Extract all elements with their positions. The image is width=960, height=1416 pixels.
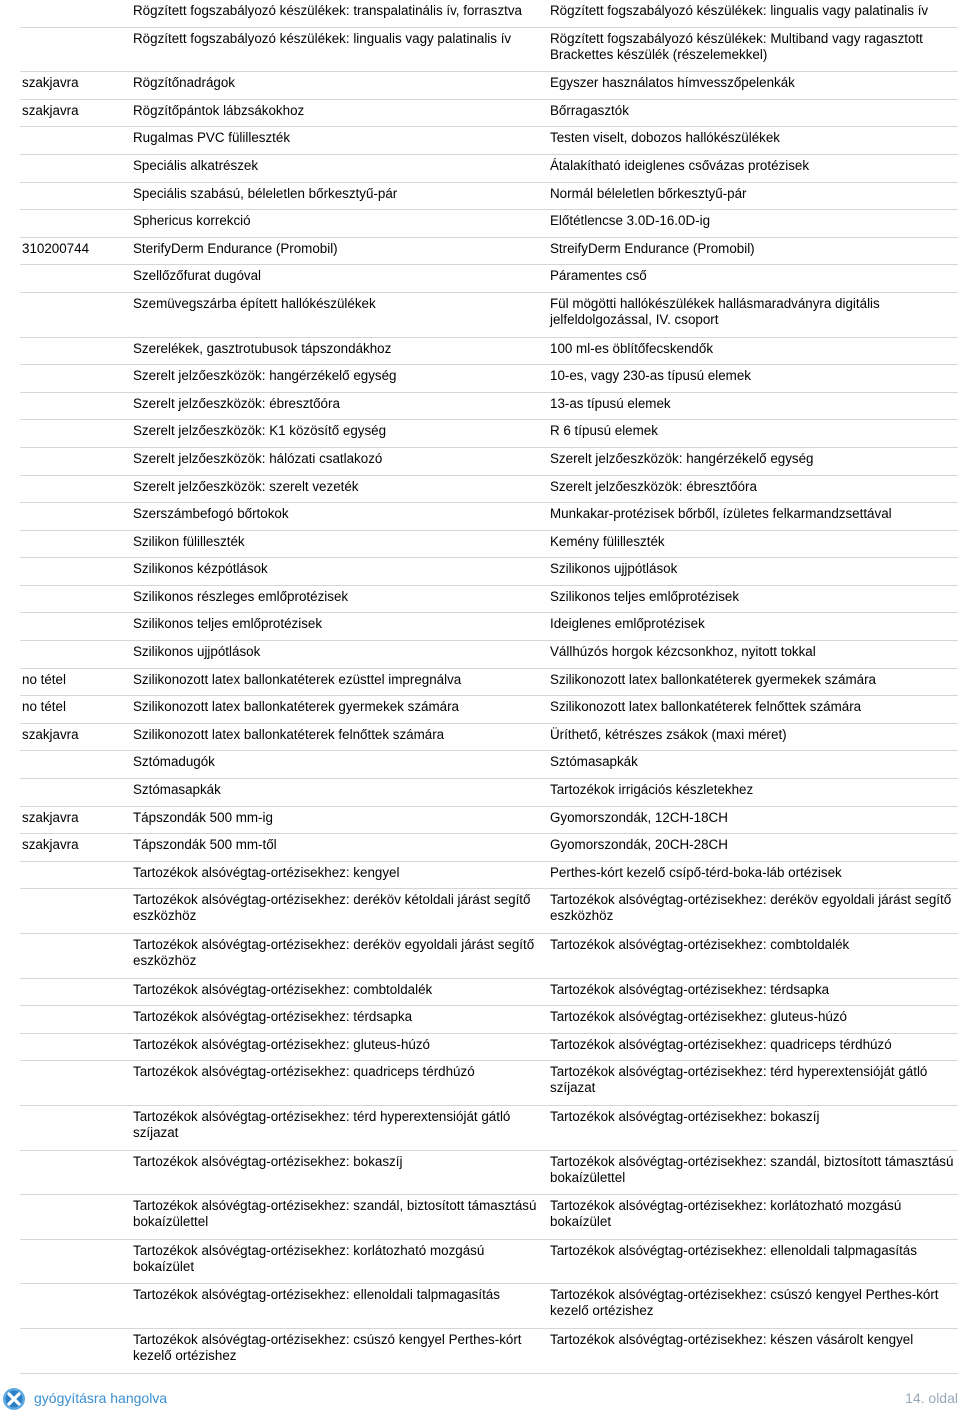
row-item: Szilikonozott latex ballonkatéterek felnőttek számára	[133, 726, 445, 742]
row-item: Tartozékok alsóvégtag-ortézisekhez: térdsapka	[133, 1009, 413, 1025]
table-row	[20, 448, 958, 476]
row-item: Sztómasapkák	[133, 782, 221, 798]
table-row	[20, 293, 958, 338]
table-row	[20, 1061, 958, 1106]
footer-brand: gyógyításra hangolva	[34, 1390, 168, 1406]
table-row	[20, 1195, 958, 1240]
table-row	[20, 531, 958, 559]
row-related: StreifyDerm Endurance (Promobil)	[550, 240, 755, 256]
row-related: Szilikonos teljes emlőprotézisek	[550, 588, 740, 604]
row-related: Tartozékok alsóvégtag-ortézisekhez: korlátozható mozgású bokaízület	[550, 1198, 902, 1230]
row-related: Vállhúzós horgok kézcsonkhoz, nyitott tokkal	[550, 644, 816, 660]
row-item: Szilikonos részleges emlőprotézisek	[133, 588, 349, 604]
table-row	[20, 238, 958, 266]
row-related: Gyomorszondák, 20CH-28CH	[550, 837, 728, 853]
row-item: SterifyDerm Endurance (Promobil)	[133, 240, 338, 256]
row-related: Rögzített fogszabályozó készülékek: lingualis vagy palatinalis ív	[550, 3, 929, 18]
row-item: Tartozékok alsóvégtag-ortézisekhez: térd hyperextensióját gátló szíjazat	[133, 1108, 511, 1140]
row-related: 13-as típusú elemek	[550, 395, 671, 411]
row-related: Munkakar-protézisek bőrből, ízületes felkarmandzsettával	[550, 506, 892, 522]
table-row	[20, 979, 958, 1007]
row-related: Üríthető, kétrészes zsákok (maxi méret)	[550, 726, 787, 742]
row-item: Tartozékok alsóvégtag-ortézisekhez: quadriceps térdhúzó	[133, 1064, 475, 1080]
row-item: Szerszámbefogó bőrtokok	[133, 506, 289, 522]
row-related: Perthes-kórt kezelő csípő-térd-boka-láb ortézisek	[550, 864, 842, 880]
row-related: Tartozékok alsóvégtag-ortézisekhez: ellenoldali talpmagasítás	[550, 1242, 917, 1258]
row-item: Rögzített fogszabályozó készülékek: transpalatinális ív, forrasztva	[133, 3, 523, 18]
row-code: szakjavra	[22, 837, 79, 853]
table-row	[20, 889, 958, 934]
table-row	[20, 1034, 958, 1062]
table-row	[20, 155, 958, 183]
row-item: Szerelt jelzőeszközök: hálózati csatlakozó	[133, 450, 383, 466]
table-row	[20, 100, 958, 128]
table-row	[20, 696, 958, 724]
table-row	[20, 934, 958, 979]
table-row	[20, 476, 958, 504]
row-item: Szerelt jelzőeszközök: K1 közösítő egység	[133, 423, 387, 439]
table-row	[20, 1106, 958, 1151]
table-row	[20, 183, 958, 211]
row-item: Sphericus korrekció	[133, 213, 251, 229]
row-item: Szerelt jelzőeszközök: ébresztőóra	[133, 395, 340, 411]
table-row	[20, 28, 958, 73]
row-related: Tartozékok alsóvégtag-ortézisekhez: bokaszíj	[550, 1108, 820, 1124]
row-item: Szerelékek, gasztrotubusok tápszondákhoz	[133, 340, 392, 356]
row-code: no tétel	[22, 671, 66, 687]
table-row	[20, 1284, 958, 1329]
table-row	[20, 1006, 958, 1034]
row-related: Tartozékok irrigációs készletekhez	[550, 782, 754, 798]
table-row	[20, 558, 958, 586]
row-related: Rögzített fogszabályozó készülékek: Multiband vagy ragasztott Brackettes készülék (részelemekkel)	[550, 30, 923, 62]
row-item: Szilikon fülilleszték	[133, 533, 245, 549]
table-row	[20, 669, 958, 697]
row-item: Rögzített fogszabályozó készülékek: lingualis vagy palatinalis ív	[133, 30, 512, 46]
row-item: Szilikonos kézpótlások	[133, 561, 268, 577]
row-code: no tétel	[22, 699, 66, 715]
row-item: Rugalmas PVC fülilleszték	[133, 130, 291, 146]
row-item: Rögzítőnadrágok	[133, 75, 235, 91]
row-code: szakjavra	[22, 102, 79, 118]
table-row	[20, 265, 958, 293]
row-item: Szilikonos ujjpótlások	[133, 644, 261, 660]
table-row	[20, 724, 958, 752]
table-row	[20, 751, 958, 779]
product-table	[20, 0, 958, 1374]
table-row	[20, 641, 958, 669]
table-row	[20, 420, 958, 448]
row-related: Páramentes cső	[550, 268, 647, 284]
row-item: Tápszondák 500 mm-ig	[133, 809, 273, 825]
row-item: Tartozékok alsóvégtag-ortézisekhez: deréköv kétoldali járást segítő eszközhöz	[133, 892, 531, 924]
row-related: 10-es, vagy 230-as típusú elemek	[550, 368, 751, 384]
row-item: Speciális alkatrészek	[133, 157, 259, 173]
row-related: Szilikonozott latex ballonkatéterek gyermekek számára	[550, 671, 876, 687]
row-related: Tartozékok alsóvégtag-ortézisekhez: combtoldalék	[550, 937, 850, 952]
table-row	[20, 862, 958, 890]
table-row	[20, 0, 958, 28]
row-item: Tartozékok alsóvégtag-ortézisekhez: bokaszíj	[133, 1153, 403, 1169]
row-code: 310200744	[22, 240, 90, 256]
row-related: Testen viselt, dobozos hallókészülékek	[550, 130, 781, 146]
row-item: Tartozékok alsóvégtag-ortézisekhez: deréköv egyoldali járást segítő eszközhöz	[133, 937, 535, 968]
row-related: Kemény fülilleszték	[550, 533, 665, 549]
row-related: Normál béleletlen bőrkesztyű-pár	[550, 185, 747, 201]
table-row	[20, 393, 958, 421]
table-row	[20, 1151, 958, 1196]
table-row	[20, 365, 958, 393]
row-related: Tartozékok alsóvégtag-ortézisekhez: készen vásárolt kengyel	[550, 1331, 914, 1347]
row-related: Tartozékok alsóvégtag-ortézisekhez: térd hyperextensióját gátló szíjazat	[550, 1064, 928, 1096]
row-item: Rögzítőpántok lábzsákokhoz	[133, 102, 305, 118]
table-row	[20, 1240, 958, 1285]
row-related: Bőrragasztók	[550, 102, 629, 118]
table-row	[20, 210, 958, 238]
table-row	[20, 127, 958, 155]
row-related: Tartozékok alsóvégtag-ortézisekhez: deréköv egyoldali járást segítő eszközhöz	[550, 892, 952, 924]
row-related: Ideiglenes emlőprotézisek	[550, 616, 705, 632]
row-related: Tartozékok alsóvégtag-ortézisekhez: gluteus-húzó	[550, 1009, 847, 1025]
row-related: 100 ml-es öblítőfecskendők	[550, 340, 714, 356]
row-item: Speciális szabású, béleletlen bőrkesztyű-pár	[133, 185, 398, 201]
row-related: Tartozékok alsóvégtag-ortézisekhez: térdsapka	[550, 981, 830, 997]
row-related: Előtétlencse 3.0D-16.0D-ig	[550, 213, 711, 229]
row-related: Egyszer használatos hímvesszőpelenkák	[550, 75, 795, 91]
row-item: Tartozékok alsóvégtag-ortézisekhez: kengyel	[133, 864, 400, 880]
row-code: szakjavra	[22, 726, 79, 742]
row-related: Tartozékok alsóvégtag-ortézisekhez: quadriceps térdhúzó	[550, 1036, 892, 1052]
row-item: Szilikonozott latex ballonkatéterek ezüsttel impregnálva	[133, 671, 462, 687]
row-item: Tartozékok alsóvégtag-ortézisekhez: korlátozható mozgású bokaízület	[133, 1242, 485, 1274]
x-cross-logo-icon	[2, 1387, 26, 1411]
row-item: Szerelt jelzőeszközök: hangérzékelő egység	[133, 368, 397, 384]
row-item: Szemüvegszárba épített hallókészülékek	[133, 295, 376, 311]
row-item: Szilikonos teljes emlőprotézisek	[133, 616, 323, 632]
page-number: 14. oldal	[905, 1390, 958, 1406]
table-row	[20, 613, 958, 641]
table-row	[20, 807, 958, 835]
row-related: Fül mögötti hallókészülékek hallásmaradványra digitális jelfeldolgozással, IV. csoport	[550, 295, 880, 327]
row-item: Szilikonozott latex ballonkatéterek gyermekek számára	[133, 699, 459, 715]
row-code: szakjavra	[22, 809, 79, 825]
row-related: Tartozékok alsóvégtag-ortézisekhez: csúszó kengyel Perthes-kórt kezelő ortézishez	[550, 1287, 939, 1319]
row-related: Szilikonozott latex ballonkatéterek felnőttek számára	[550, 699, 862, 715]
row-item: Sztómadugók	[133, 754, 215, 770]
row-related: Szerelt jelzőeszközök: hangérzékelő egység	[550, 450, 814, 466]
row-item: Szellőzőfurat dugóval	[133, 268, 262, 284]
table-row	[20, 1329, 958, 1374]
row-related: Átalakítható ideiglenes csővázas protézisek	[550, 157, 810, 173]
table-row	[20, 586, 958, 614]
row-item: Tartozékok alsóvégtag-ortézisekhez: csúszó kengyel Perthes-kórt kezelő ortézishez	[133, 1331, 522, 1363]
row-related: Szerelt jelzőeszközök: ébresztőóra	[550, 478, 757, 494]
row-item: Tartozékok alsóvégtag-ortézisekhez: ellenoldali talpmagasítás	[133, 1287, 500, 1303]
row-item: Tápszondák 500 mm-től	[133, 837, 277, 853]
row-related: R 6 típusú elemek	[550, 423, 658, 439]
row-item: Tartozékok alsóvégtag-ortézisekhez: combtoldalék	[133, 981, 433, 997]
table-row	[20, 503, 958, 531]
row-item: Tartozékok alsóvégtag-ortézisekhez: szandál, biztosított támasztású bokaízülettel	[133, 1198, 537, 1230]
page-footer	[0, 1384, 960, 1414]
row-item: Tartozékok alsóvégtag-ortézisekhez: gluteus-húzó	[133, 1036, 430, 1052]
row-item: Szerelt jelzőeszközök: szerelt vezeték	[133, 478, 359, 494]
row-code: szakjavra	[22, 75, 79, 91]
row-related: Szilikonos ujjpótlások	[550, 561, 678, 577]
table-row	[20, 72, 958, 100]
table-row	[20, 338, 958, 366]
row-related: Gyomorszondák, 12CH-18CH	[550, 809, 728, 825]
table-row	[20, 834, 958, 862]
row-related: Tartozékok alsóvégtag-ortézisekhez: szandál, biztosított támasztású bokaízülettel	[550, 1153, 954, 1185]
row-related: Sztómasapkák	[550, 754, 638, 770]
table-row	[20, 779, 958, 807]
